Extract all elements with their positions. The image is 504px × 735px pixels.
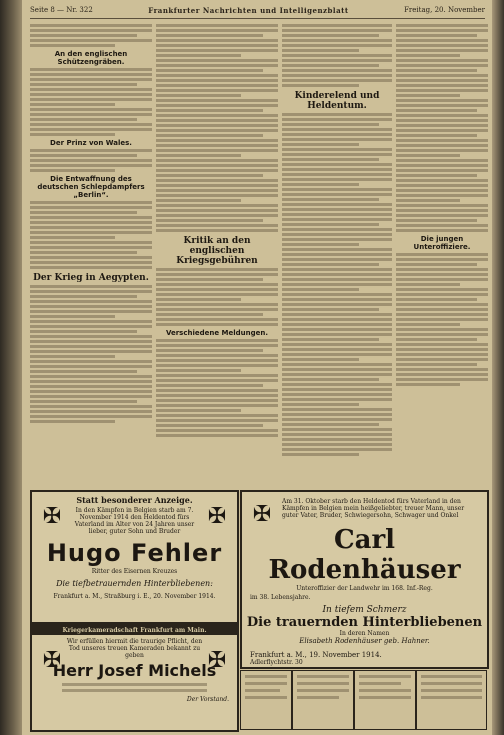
deceased-age: im 38. Lebensjahre. xyxy=(250,594,311,601)
obituary-intro: Wir erfüllen hiermit die traurige Pflicht, den Tod unseres treuen Kameraden bekannt zu geben xyxy=(66,638,203,659)
column-2 xyxy=(156,22,278,484)
headline-war-in-egypt: Der Krieg in Aegypten. xyxy=(33,273,149,283)
obituary-place-date: Frankfurt a. M., 19. November 1914. xyxy=(250,651,382,659)
page-header xyxy=(30,6,485,19)
widow-name: Elisabeth Rodenhäuser geb. Hahner. xyxy=(299,637,430,645)
small-ad xyxy=(354,670,416,730)
header-date: Freitag, 20. November xyxy=(404,6,485,14)
headline-various-reports: Verschiedene Meldungen. xyxy=(165,329,269,337)
headline-prince-of-wales: Der Prinz von Wales. xyxy=(50,139,132,147)
column-1 xyxy=(30,22,152,484)
book-binding-edge xyxy=(0,0,22,735)
headline-trenches: An den englischen Schützengräben. xyxy=(54,50,128,66)
small-ad xyxy=(240,670,292,730)
signature: Der Vorstand. xyxy=(186,696,229,703)
headline-childrens-misery: Kinderelend und Heldentum. xyxy=(294,91,380,111)
headline-berlin-disarmament: Die Entwaffnung des deutschen Schlepdampfers „Berlin“. xyxy=(37,175,145,199)
iron-cross-icon: ✠ xyxy=(252,501,272,527)
deceased-name: Carl Rodenhäuser xyxy=(268,525,461,585)
obituary-hugo-fehler xyxy=(30,490,239,624)
obituary-notice-label: Statt besonderer Anzeige. xyxy=(76,495,193,505)
header-title: Frankfurter Nachrichten und Intelligenzblatt xyxy=(148,6,349,15)
obituary-section xyxy=(30,490,485,730)
column-3 xyxy=(282,22,392,484)
deceased-name: Herr Josef Michels xyxy=(52,661,217,680)
obituary-intro: Am 31. Oktober starb den Heldentod fürs Vaterland in den Kämpfen in Belgien mein heißgeliebter, treuer Mann, unser guter Vater, Bruder, Schwiegersohn, Schwager und Onkel xyxy=(282,498,465,519)
iron-cross-icon: ✠ xyxy=(42,647,62,673)
in-their-name: In deren Namen xyxy=(339,630,390,637)
header-page-number: Seite 8 — Nr. 322 xyxy=(30,6,93,14)
deceased-name: Hugo Fehler xyxy=(46,539,223,567)
headline-war-fees-critique: Kritik an den englischen Kriegsgebühren xyxy=(176,236,258,266)
mourners-label: Die trauernden Hinterbliebenen xyxy=(246,615,483,630)
association-header: Kriegerkameradschaft Frankfurt am Main. xyxy=(32,626,237,635)
deceased-rank: Unteroffizier der Landwehr im 168. Inf.-Reg. xyxy=(296,585,433,592)
headline-young-nco: Die jungen Unteroffiziere. xyxy=(413,235,471,251)
iron-cross-icon: ✠ xyxy=(207,647,227,673)
mourners-label: Die tiefbetrauernden Hinterbliebenen: xyxy=(56,579,213,588)
iron-cross-icon: ✠ xyxy=(42,503,62,529)
deceased-rank: Ritter des Eisernen Kreuzes xyxy=(91,568,178,575)
obituary-carl-rodenhaeuser xyxy=(240,490,489,669)
small-ad xyxy=(292,670,354,730)
page-right-edge xyxy=(492,0,504,735)
obituary-josef-michels xyxy=(30,624,239,732)
obituary-intro: In den Kämpfen in Belgien starb am 7. November 1914 den Heldentod fürs Vaterland im Alter von 24 Jahren unser lieber, guter Sohn und Bruder xyxy=(74,507,195,535)
iron-cross-icon: ✠ xyxy=(207,503,227,529)
obituary-address: Adlerflychtstr. 30 xyxy=(250,659,303,666)
obituary-place-date: Frankfurt a. M., Straßburg i. E., 20. November 1914. xyxy=(53,593,216,600)
grief-line: In tiefem Schmerz xyxy=(322,605,407,615)
column-4 xyxy=(396,22,488,484)
small-ad xyxy=(416,670,487,730)
